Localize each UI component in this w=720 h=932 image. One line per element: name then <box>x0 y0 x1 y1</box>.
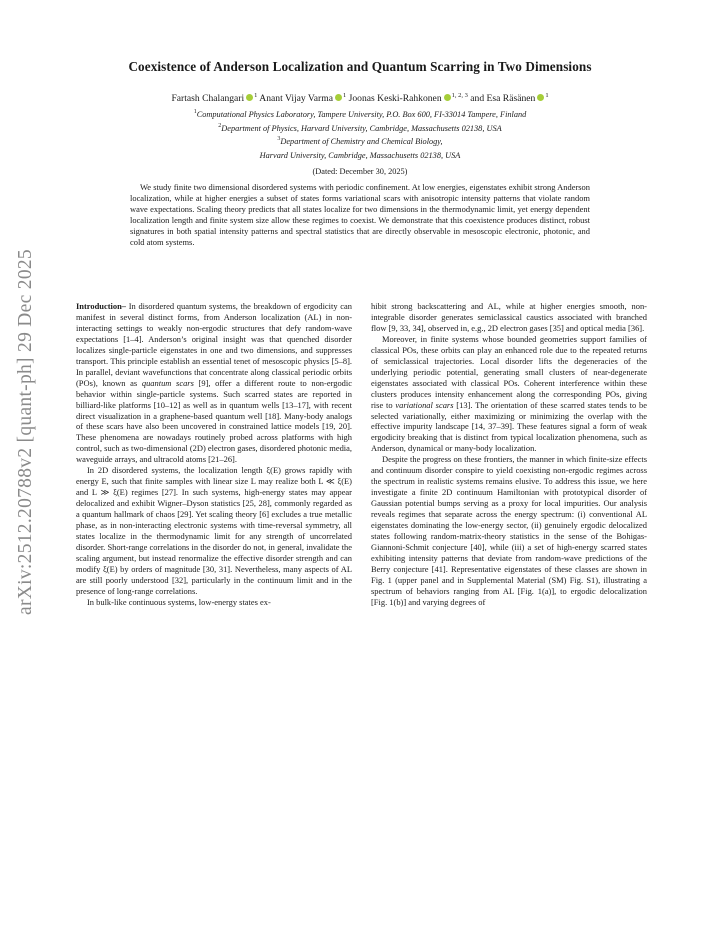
author-affiliation-sup: 1 <box>545 92 549 99</box>
author-affiliation-sup: 1, 2, 3 <box>451 92 468 99</box>
author-conjunction: and <box>470 93 485 105</box>
author <box>259 93 346 104</box>
author <box>349 93 468 104</box>
abstract: We study finite two dimensional disordered systems with periodic confinement. At low energies, eigenstates exhibit strong Anderson localization, while at higher energies a subset of states forms variational scars with anisotropic intensity patterns that violate random wave expectations. Scaling theory predicts that all states localize for two dimensions in the thermodynamic limit, yet energy dependent localization length and finite system size allow these regimes to coexist. We demonstrate that this coexistence produces distinct, robust signatures in both spatial intensity patterns and spectral statistics that are directly observable in mesoscopic electronic, photonic, and cold atom systems. <box>130 182 590 247</box>
author-list <box>50 92 670 104</box>
arxiv-identifier-stamp <box>10 212 42 652</box>
orcid-icon[interactable] <box>335 94 342 101</box>
affiliation: $^2$Department of Physics, Harvard University, Cambridge, Massachusetts 02138, USA <box>218 122 502 133</box>
affiliation: $^1$Computational Physics Laboratory, Tampere University, P.O. Box 600, FI-33014 Tampere, Finland <box>193 109 527 119</box>
orcid-icon[interactable] <box>444 94 451 101</box>
author-name: Fartash Chalangari <box>171 93 245 105</box>
paragraph: Despite the progress on these frontiers, the manner in which finite-size effects and continuum disorder conspire to yield coexisting non-ergodic regimes across the spectrum in realistic systems remains elusive. To address this issue, we here investigate a finite 2D continuum Hamiltonian with prototypical disorder of Gaussian potential bumps serving as a proxy for local impurities. Our analysis reveals regimes that separate across the energy spectrum: (i) conventional AL eigenstates dominating the low-energy sector, (ii) genuinely ergodic delocalized states following random-matrix-theory statistics in the sense of the Bohigas-Giannoni-Schmit conjecture [40], while (iii) a set of high-energy scarred states exhibiting intensity patterns that deviate from random-wave predictions of the Berry conjecture [41]. Representative eigenstates of these classes are shown in Fig. 1 (upper panel and in Supplemental Material (SM) Fig. S1), illustrating a spectrum of behaviors ranging from AL [Fig. 1(a)], to ergodic delocalization [Fig. 1(b)] and varying degrees of <box>371 454 647 607</box>
affiliation: Harvard University, Cambridge, Massachusetts 02138, USA <box>259 150 461 160</box>
author <box>487 93 549 104</box>
paragraph: In bulk-like continuous systems, low-energy states ex- <box>87 596 271 607</box>
author-affiliation-sup: 1 <box>254 92 258 99</box>
body-column-left <box>76 301 352 608</box>
affiliation: $^3$Department of Chemistry and Chemical Biology, <box>277 136 443 147</box>
orcid-icon[interactable] <box>246 94 253 101</box>
paragraph: hibit strong backscattering and AL, while at higher energies smooth, non-integrable disorder generates semiclassical caustics associated with branched flow [9, 33, 34], observed in, e.g., 2D electron gases [35] and optical media [36]. <box>371 301 647 333</box>
orcid-icon[interactable] <box>537 94 544 101</box>
body-column-right <box>371 301 647 608</box>
author-name: Joonas Keski-Rahkonen <box>348 93 442 105</box>
section-heading-introduction: Introduction– <box>76 301 127 311</box>
paragraph: In 2D disordered systems, the localization length ξ(E) grows rapidly with energy E, such that finite samples with linear size L may realize both L ≪ ξ(E) and L ≫ ξ(E) regimes [27]. In such systems, high-energy states may appear delocalized and exhibit Wigner–Dyson statistics [25, 28], commonly regarded as a quantum hallmark of chaos [29]. Yet scaling theory [6] excludes a true metallic phase, as in non-interacting electronic systems with time-reversal symmetry, all states localize in the thermodynamic limit for any strength of uncorrelated disorder. Short-range correlations in the disorder do not, in general, invalidate the scaling argument, but instead renormalize the effective disorder strength and can modify ξ(E) by orders of magnitude [30, 31]. Nevertheless, many aspects of AL are still poorly understood [32], particularly in the continuum limit and in the presence of long-range correlations. <box>76 465 352 596</box>
author-name: Anant Vijay Varma <box>259 93 333 105</box>
paragraph: Introduction– In disordered quantum systems, the breakdown of ergodicity can manifest in several distinct forms, from Anderson localization (AL) in non-interacting settings to weakly non-ergodic structures that defy random-wave expectations [1–4]. Anderson’s original insight was that quenched disorder localizes single-particle eigenstates in one and two dimensions, and suppresses transport. This principle establish an essential tenet of mesoscopic physics [5–8]. In parallel, deviant wavefunctions that concentrate along classical periodic orbits (POs), known as quantum scars [9], offer a different route to non-ergodic behavior within single-particle systems. Such scarred states are reported in billiard-like platforms [10–12] as well as in quantum wells [13–17], with recent direct visualization in a graphene-based quantum well [18]. Many-body analogs of these scars have also been uncovered in constrained lattice models [19, 20]. These phenomena are nowadays routinely probed across platforms with high control, such as two-dimensional (2D) electron gases, disordered photonic media, waveguide arrays, and ultracold atoms [21–26]. <box>76 301 352 465</box>
arxiv-identifier: arXiv:2512.20788v2 [quant-ph] 29 Dec 2025 <box>15 249 36 615</box>
affiliation-list <box>60 107 660 162</box>
author-name: Esa Räsänen <box>486 93 536 105</box>
dated-line: (Dated: December 30, 2025) <box>312 167 408 176</box>
author-affiliation-sup: 1 <box>342 92 347 99</box>
paper-title: Coexistence of Anderson Localization and Quantum Scarring in Two Dimensions <box>128 59 592 74</box>
paragraph: Moreover, in finite systems whose bounded geometries support families of classical POs, these orbits can play an enhanced role due to the repeated returns of semiclassical trajectories. Local disorder lifts the degeneracies of the underlying periodic potential, generating small clusters of near-degenerate eigenstates associated with classical POs. Coherent interference within these clusters produces intensity enhancement along the corresponding POs, giving rise to variational scars [13]. The orientation of these scarred states tends to be selected variationally, either maximizing or minimizing the overlap with the effective impurity landscape [14, 37–39]. These features signal a form of weak ergodicity breaking that is distinct from typical localization phenomena, such as Anderson, dynamical or many-body localization. <box>371 333 647 454</box>
author <box>171 93 257 104</box>
